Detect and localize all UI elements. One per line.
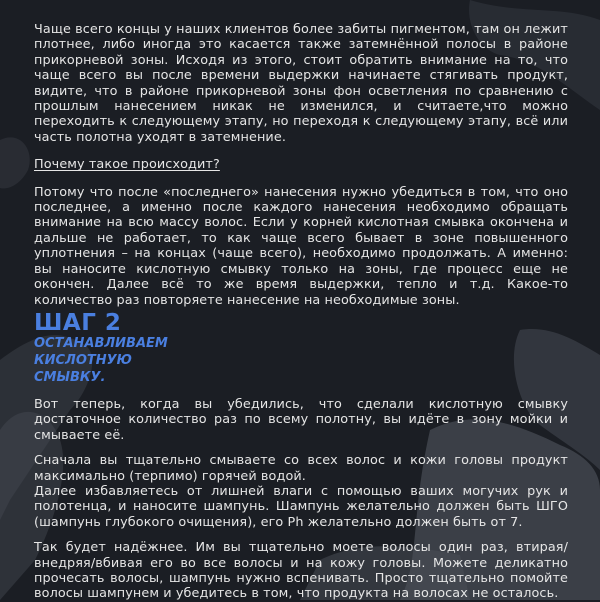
paragraph-rinse-intro: Вот теперь, когда вы убедились, что сделали кислотную смывку достаточное количество раз по всему полотну, вы идёте в зону мойки и смываете её.	[34, 396, 568, 443]
paragraph-wash-thoroughly: Так будет надёжнее. Им вы тщательно моете волосы один раз, втирая/внедряя/вбивая его во все волосы и на кожу головы. Можете деликатно прочесать волосы, шампунь нужно вспенивать. Просто тщательно помойте волосы шампунем и убедитесь в том, что продукта на волосах не осталось.	[34, 540, 568, 602]
paragraph-pigment-ends: Чаще всего концы у наших клиентов более забиты пигментом, там он лежит плотнее, либо иногда это касается также затемнённой полосы в районе прикорневой зоны. Исходя из этого, стоит обратить внимание на то, что чаще всего вы после времени выдержки начинаете стягивать продукт, видите, что в районе прикорневой зоны фон осветления по сравнению с прошлым нанесением никак не изменился, и считаете,что можно переходить к следующему этапу, но переходя к следующему этапу, всё или часть полотна уходят в затемнение.	[34, 22, 568, 145]
paragraph-shampoo: Далее избавляетесь от лишней влаги с помощью ваших могучих рук и полотенца, и наносите шампунь. Шампунь желательно должен быть ШГО (шампунь глубокого очищения), его Ph желательно должен быть от 7.	[34, 483, 568, 530]
section-question: Почему такое происходит?	[34, 157, 220, 173]
document-page	[34, 22, 568, 602]
paragraph-rinse-hot-water: Сначала вы тщательно смываете со всех волос и кожи головы продукт максимально (терпимо) горячей водой.	[34, 453, 568, 484]
step-title: ШАГ 2	[34, 309, 122, 336]
paragraph-why-explanation: Потому что после «последнего» нанесения нужно убедиться в том, что оно последнее, а именно после каждого нанесения необходимо обращать внимание на всю массу волос. Если у корней кислотная смывка окончена и дальше не работает, то как чаще всего бывает в зоне повышенного уплотнения – на концах (чаще всего), необходимо продолжать. А именно: вы наносите кислотную смывку только на зоны, где процесс еще не окончен. Далее всё то же время выдержки, тепло и т.д. Какое-то количество раз повторяете нанесение на необходимые зоны.	[34, 184, 568, 308]
step-subtitle: ОСТАНАВЛИВАЕМ КИСЛОТНУЮ СМЫВКУ.	[34, 335, 168, 385]
